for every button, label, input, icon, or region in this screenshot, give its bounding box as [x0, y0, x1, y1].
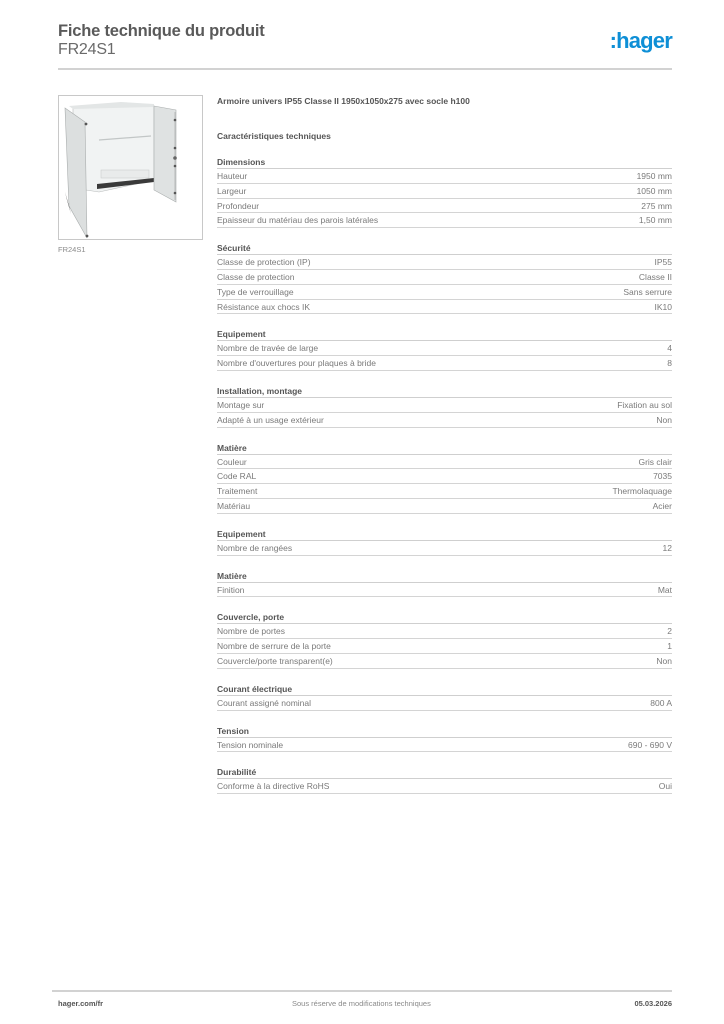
spec-value: 7035	[653, 471, 672, 482]
spec-label: Nombre de serrure de la porte	[217, 641, 331, 652]
footer-date: 05.03.2026	[634, 999, 672, 1008]
spec-value: 2	[667, 626, 672, 637]
spec-label: Type de verrouillage	[217, 286, 294, 297]
section-title: Equipement	[217, 528, 672, 541]
spec-row	[217, 398, 672, 413]
spec-value: IP55	[654, 257, 672, 268]
spec-label: Largeur	[217, 185, 247, 196]
spec-section	[217, 442, 672, 514]
section-title: Tension	[217, 725, 672, 738]
spec-section	[217, 570, 672, 598]
spec-label: Classe de protection (IP)	[217, 257, 311, 268]
spec-section	[217, 156, 672, 228]
spec-row	[217, 341, 672, 356]
product-reference: FR24S1	[58, 41, 116, 58]
spec-value: Fixation au sol	[617, 399, 672, 410]
spec-label: Résistance aux chocs IK	[217, 301, 311, 312]
spec-label: Couleur	[217, 456, 247, 467]
spec-sections	[217, 156, 672, 794]
spec-value: Oui	[658, 781, 672, 792]
section-title: Equipement	[217, 328, 672, 341]
section-title: Installation, montage	[217, 385, 672, 398]
spec-row	[217, 654, 672, 669]
spec-value: IK10	[654, 301, 672, 312]
spec-value: Non	[656, 414, 672, 425]
spec-label: Finition	[217, 584, 245, 595]
spec-row	[217, 455, 672, 470]
spec-value: 1050 mm	[636, 185, 672, 196]
spec-label: Nombre de travée de large	[217, 343, 319, 354]
spec-label: Courant assigné nominal	[217, 697, 312, 708]
spec-label: Adapté à un usage extérieur	[217, 414, 324, 425]
section-title: Courant électrique	[217, 683, 672, 696]
spec-value: 12	[662, 542, 672, 553]
spec-value: Sans serrure	[623, 286, 672, 297]
spec-row	[217, 541, 672, 556]
spec-value: 8	[667, 358, 672, 369]
spec-row	[217, 184, 672, 199]
spec-value: Thermolaquage	[612, 486, 672, 497]
section-title: Couvercle, porte	[217, 611, 672, 624]
spec-value: Gris clair	[638, 456, 672, 467]
spec-value: Acier	[652, 500, 672, 511]
spec-label: Epaisseur du matériau des parois latérales	[217, 215, 379, 226]
spec-value: 1950 mm	[636, 171, 672, 181]
spec-row	[217, 270, 672, 285]
spec-label: Nombre d'ouvertures pour plaques à bride	[217, 358, 376, 369]
spec-value: 1	[667, 641, 672, 652]
spec-section	[217, 611, 672, 668]
spec-label: Montage sur	[217, 399, 265, 410]
spec-label: Nombre de rangées	[217, 542, 293, 553]
spec-label: Conforme à la directive RoHS	[217, 781, 330, 792]
hager-logo: :hager	[609, 28, 672, 53]
header-divider	[58, 68, 672, 70]
spec-value: Classe II	[638, 271, 672, 282]
spec-row	[217, 484, 672, 499]
page-title: Fiche technique du produit	[58, 22, 265, 40]
spec-label: Matériau	[217, 500, 251, 511]
section-title: Matière	[217, 570, 672, 583]
spec-row	[217, 199, 672, 214]
page-header	[58, 20, 672, 68]
spec-content	[217, 95, 672, 794]
spec-section	[217, 766, 672, 794]
spec-value: 275 mm	[641, 200, 672, 211]
spec-row	[217, 213, 672, 228]
spec-row	[217, 738, 672, 753]
spec-row	[217, 300, 672, 315]
footer-disclaimer: Sous réserve de modifications techniques	[292, 999, 431, 1008]
spec-value: 4	[667, 343, 672, 354]
spec-row	[217, 356, 672, 371]
section-title: Durabilité	[217, 766, 672, 779]
spec-section	[217, 385, 672, 428]
spec-value: 800 A	[650, 697, 672, 708]
section-title: Sécurité	[217, 242, 672, 255]
spec-label: Classe de protection	[217, 271, 295, 282]
spec-label: Hauteur	[217, 171, 248, 181]
spec-row	[217, 624, 672, 639]
spec-label: Traitement	[217, 486, 258, 497]
product-image	[58, 95, 203, 240]
spec-row	[217, 583, 672, 598]
spec-section	[217, 683, 672, 711]
spec-row	[217, 285, 672, 300]
image-caption: FR24S1	[58, 245, 86, 254]
spec-row	[217, 779, 672, 794]
spec-label: Profondeur	[217, 200, 260, 211]
footer-divider	[52, 990, 672, 992]
spec-section	[217, 328, 672, 371]
spec-label: Tension nominale	[217, 739, 284, 750]
spec-section	[217, 242, 672, 314]
spec-row	[217, 255, 672, 270]
spec-row	[217, 499, 672, 514]
spec-label: Nombre de portes	[217, 626, 286, 637]
spec-section	[217, 528, 672, 556]
spec-row	[217, 413, 672, 428]
spec-section	[217, 725, 672, 753]
footer-website-link[interactable]: hager.com/fr	[58, 999, 104, 1008]
spec-value: Mat	[657, 584, 672, 595]
spec-row	[217, 639, 672, 654]
section-title: Dimensions	[217, 156, 672, 169]
section-title: Matière	[217, 442, 672, 455]
spec-label: Couvercle/porte transparent(e)	[217, 655, 333, 666]
spec-row	[217, 169, 672, 184]
page-footer	[58, 999, 672, 1011]
spec-row	[217, 469, 672, 484]
spec-label: Code RAL	[217, 471, 257, 482]
spec-value: 690 - 690 V	[628, 739, 672, 750]
product-name: Armoire univers IP55 Classe II 1950x1050x275 avec socle h100	[217, 96, 470, 106]
cabinet-illustration-icon	[59, 96, 202, 239]
spec-value: Non	[656, 655, 672, 666]
spec-row	[217, 696, 672, 711]
spec-value: 1,50 mm	[638, 215, 672, 226]
technical-characteristics-title: Caractéristiques techniques	[217, 131, 331, 141]
